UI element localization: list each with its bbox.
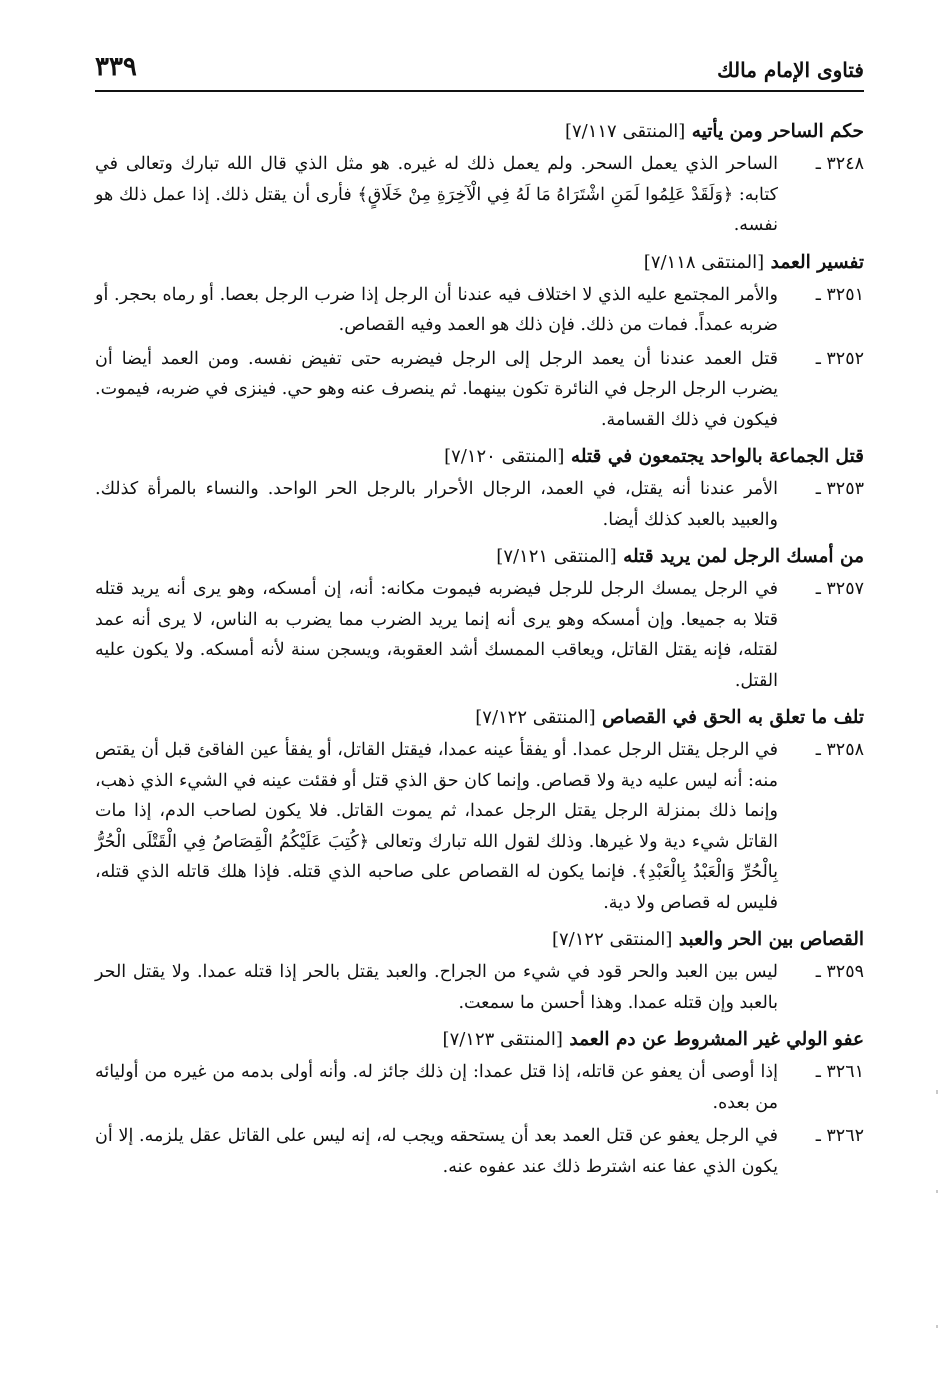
entry-text: في الرجل يقتل الرجل عمدا. أو يفقأ عينه عمدا، فيقتل القاتل، أو يفقأ عين الفاقئ قبل أن يقتص منه: أنه ليس عليه دية ولا قصاص. وإنما كان حق الذي قتل أو فقئت عينه في الشيء الذي ذهب، وإنما ذلك بمنزلة الرجل يقتل الرجل عمدا، ثم يموت القاتل. فلا يكون لصاحب الدم، إذا مات القاتل شيء دية ولا غيرها. وذلك لقول الله تبارك وتعالى ﴿كُتِبَ عَلَيْكُمُ الْقِصَاصُ فِي الْقَتْلَى الْحُرُّ بِالْحُرِّ وَالْعَبْدُ بِالْعَبْدِ﴾. فإنما يكون له القصاص على صاحبه الذي قتله. فإذا هلك قاتله الذي قتله، فليس له قصاص ولا دية. [95, 740, 778, 913]
fatwa-section [95, 118, 864, 241]
section-heading [95, 704, 864, 732]
fatwa-entry [95, 1057, 864, 1118]
fatwa-entry [95, 957, 864, 1018]
section-reference: [المنتقى ٧/١٢١] [496, 546, 617, 567]
fatwa-section [95, 926, 864, 1018]
section-reference: [المنتقى ٧/١١٨] [643, 251, 765, 273]
section-title: تلف ما تعلق به الحق في القصاص [602, 707, 864, 728]
section-reference: [المنتقى ٧/١٢٠] [444, 446, 565, 467]
section-heading [95, 926, 864, 954]
fatwa-entry [95, 280, 864, 341]
fatwa-entry [95, 474, 864, 535]
section-title: القصاص بين الحر والعبد [678, 929, 864, 950]
fatwa-entry [95, 1121, 864, 1182]
section-heading [95, 443, 864, 471]
entry-number: ٣٢٥٧ ـ [815, 579, 864, 599]
fatwa-section [95, 443, 864, 535]
section-title: عفو الولي غير المشروط عن دم العمد [569, 1029, 864, 1050]
fatwa-section [95, 1026, 864, 1182]
entry-text: في الرجل يعفو عن قتل العمد بعد أن يستحقه ويجب له، إنه ليس على القاتل عقل يلزمه. إلا أن يكون الذي عفا عنه اشترط ذلك عند عفوه عنه. [95, 1126, 778, 1177]
fatwa-section [95, 543, 864, 696]
page-number: ٣٣٩ [95, 52, 137, 82]
entry-text: ليس بين العبد والحر قود في شيء من الجراح. والعبد يقتل بالحر إذا قتله عمدا. ولا يقتل الحر بالعبد وإن قتله عمدا. وهذا أحسن ما سمعت. [95, 962, 778, 1013]
section-heading [95, 543, 864, 571]
entry-number: ٣٢٥١ ـ [815, 284, 864, 305]
scan-margin-mark [936, 1325, 938, 1328]
fatwa-entry [95, 149, 864, 241]
fatwa-entry [95, 574, 864, 696]
fatwa-entry [95, 344, 864, 436]
entry-number: ٣٢٦٢ ـ [815, 1126, 864, 1146]
entry-number: ٣٢٥٩ ـ [815, 962, 864, 982]
section-title: تفسير العمد [770, 251, 864, 273]
page-header [95, 52, 864, 92]
entry-number: ٣٢٤٨ ـ [815, 154, 864, 174]
section-title: حكم الساحر ومن يأتيه [691, 121, 864, 142]
entry-text: قتل العمد عندنا أن يعمد الرجل إلى الرجل فيضربه حتى تفيض نفسه. ومن العمد أيضا أن يضرب الرجل الرجل في النائرة تكون بينهما. ثم ينصرف عنه وهو حي. فينزى في ضربه، فيموت. فيكون في ذلك القسامة. [95, 348, 778, 430]
entry-number: ٣٢٥٢ ـ [815, 348, 864, 369]
section-heading [95, 118, 864, 146]
scan-margin-mark [936, 1090, 938, 1094]
section-reference: [المنتقى ٧/١٢٢] [475, 707, 596, 728]
entry-number: ٣٢٥٣ ـ [815, 479, 864, 499]
entry-text: الأمر عندنا أنه يقتل، في العمد، الرجال الأحرار بالرجل الحر الواحد. والنساء بالمرأة كذلك. والعبيد بالعبد كذلك أيضا. [95, 479, 778, 530]
page-body [95, 118, 864, 1182]
entry-text: والأمر المجتمع عليه الذي لا اختلاف فيه عندنا أن الرجل إذا ضرب الرجل بعصا. أو رماه بحجر. أو ضربه عمداً. فمات من ذلك. فإن ذلك هو العمد وفيه القصاص. [95, 284, 778, 335]
fatwa-section [95, 704, 864, 918]
entry-number: ٣٢٥٨ ـ [815, 740, 864, 760]
fatwa-section [95, 249, 864, 436]
section-title: قتل الجماعة بالواحد يجتمعون في قتله [570, 446, 864, 467]
entry-text: في الرجل يمسك الرجل للرجل فيضربه فيموت مكانه: أنه، إن أمسكه، وهو يرى أنه يريد قتله قتلا به جميعا. وإن أمسكه وهو يرى أنه إنما يريد الضرب مما يضرب به الناس، لا يرى أنه عمد لقتله، فإنه يقتل القاتل، ويعاقب الممسك أشد العقوبة، ويسجن سنة لأنه أمسكه. ولا يكون عليه القتل. [95, 579, 778, 691]
fatwa-entry [95, 735, 864, 918]
running-title: فتاوى الإمام مالك [717, 58, 864, 82]
section-reference: [المنتقى ٧/١١٧] [564, 121, 686, 142]
entry-text: إذا أوصى أن يعفو عن قاتله، إذا قتل عمدا: إن ذلك جائز له. وأنه أولى بدمه من غيره من أوليائه من بعده. [95, 1062, 778, 1113]
section-reference: [المنتقى ٧/١٢٢] [551, 929, 673, 950]
section-title: من أمسك الرجل لمن يريد قتله [623, 546, 864, 567]
entry-text: الساحر الذي يعمل السحر. ولم يعمل ذلك له غيره. هو مثل الذي قال الله تبارك وتعالى في كتابه: ﴿وَلَقَدْ عَلِمُوا لَمَنِ اشْتَرَاهُ مَا لَهُ فِي الْآخِرَةِ مِنْ خَلَاقٍ﴾ فأرى أن يقتل ذلك. إذا عمل ذلك هو نفسه. [95, 154, 778, 235]
section-heading [95, 1026, 864, 1054]
section-heading [95, 249, 864, 277]
scan-margin-mark [936, 1190, 938, 1193]
entry-number: ٣٢٦١ ـ [815, 1062, 864, 1082]
section-reference: [المنتقى ٧/١٢٣] [442, 1029, 563, 1050]
